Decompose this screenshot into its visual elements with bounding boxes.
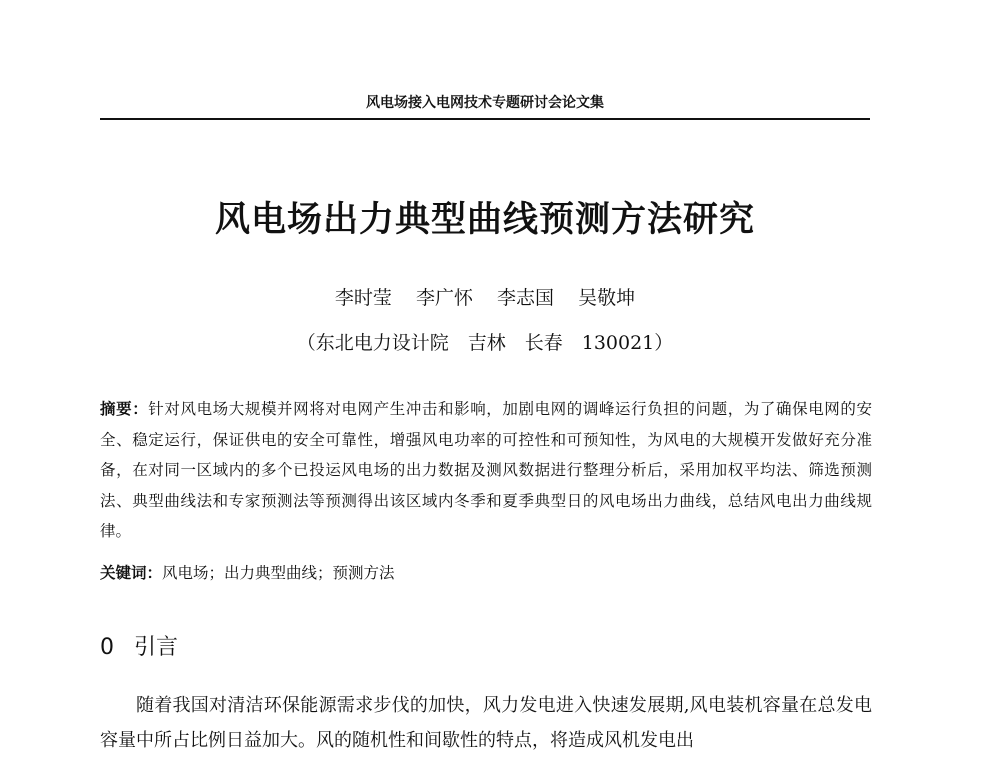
- running-header: 风电场接入电网技术专题研讨会论文集: [366, 95, 604, 111]
- section-heading-introduction: [100, 630, 178, 661]
- author-name: 吴敬坤: [578, 287, 636, 309]
- author-list: [100, 283, 870, 310]
- author-name: 李广怀: [415, 287, 473, 309]
- abstract-label: 摘要：: [100, 400, 149, 418]
- abstract: [100, 394, 872, 547]
- author-name: 李时莹: [334, 287, 392, 309]
- section-number: 0: [100, 635, 114, 660]
- author-affiliation: （东北电力设计院 吉林 长春 130021）: [296, 332, 674, 354]
- abstract-text: 针对风电场大规模并网将对电网产生冲击和影响，加剧电网的调峰运行负担的问题，为了确保电网的安全、稳定运行，保证供电的安全可靠性，增强风电功率的可控性和可预知性，为风电的大规模开发做好充分准备，在对同一区域内的多个已投运风电场的出力数据及测风数据进行整理分析后，采用加权平均法、筛选预测法、典型曲线法和专家预测法等预测得出该区域内冬季和夏季典型日的风电场出力曲线，总结风电出力曲线规律。: [100, 400, 872, 540]
- author-name: 李志国: [497, 287, 555, 309]
- header-rule: [100, 118, 870, 120]
- intro-paragraph: 随着我国对清洁环保能源需求步伐的加快，风力发电进入快速发展期,风电装机容量在总发电容量中所占比例日益加大。风的随机性和间歇性的特点，将造成风机发电出: [100, 695, 872, 751]
- keywords-text: 风电场；出力典型曲线；预测方法: [162, 564, 395, 582]
- section-title: 引言: [134, 635, 179, 660]
- keywords-label: 关键词：: [100, 564, 163, 582]
- paper-title: 风电场出力典型曲线预测方法研究: [214, 200, 755, 240]
- keywords: [100, 558, 872, 588]
